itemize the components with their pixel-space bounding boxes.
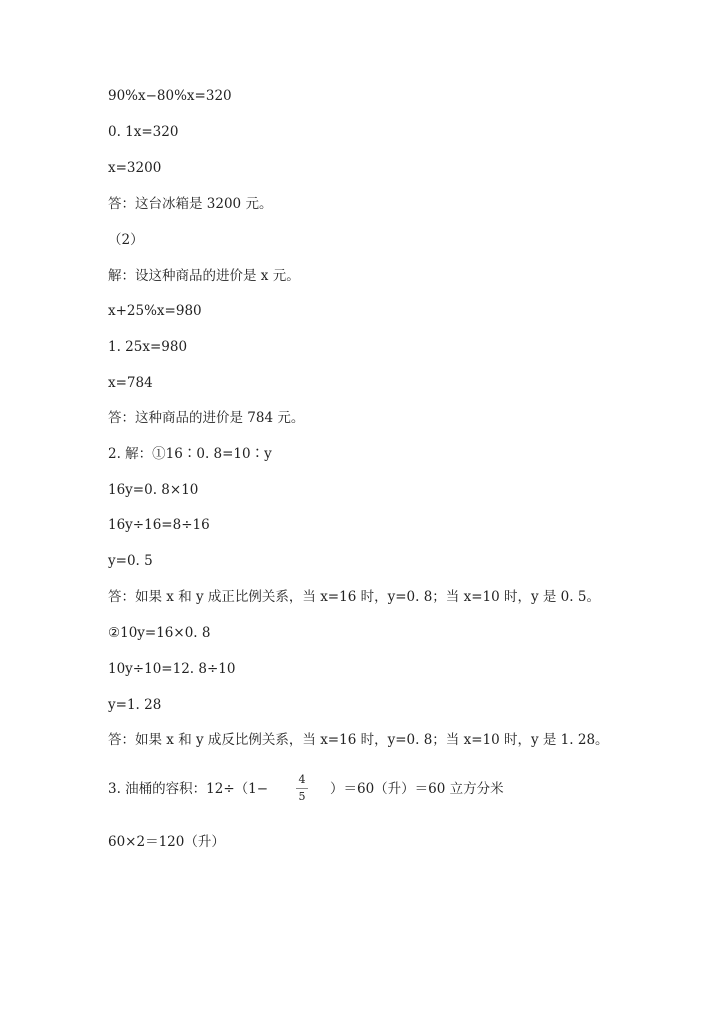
text-line: 0. 1x=320 (108, 124, 179, 140)
fraction-bar (296, 788, 308, 789)
text-line: 1. 25x=980 (108, 339, 188, 355)
text-line: 解：设这种商品的进价是 x 元。 (108, 268, 300, 284)
section-label: （2） (108, 232, 144, 248)
text-line: 90%x−80%x=320 (108, 88, 232, 104)
text-line: 10y÷10=12. 8÷10 (108, 661, 236, 677)
fraction-numerator: 4 (298, 773, 306, 786)
text-line: x=3200 (108, 160, 162, 176)
question-3-suffix: ）＝60（升）＝60 立方分米 (330, 781, 504, 797)
text-line: 16y÷16=8÷16 (108, 517, 210, 533)
text-line: 60×2＝120（升） (108, 834, 225, 850)
answer-line: 答：这种商品的进价是 784 元。 (108, 410, 305, 426)
text-line: y=0. 5 (108, 553, 153, 569)
text-line: ②10y=16×0. 8 (108, 625, 211, 641)
text-line: x+25%x=980 (108, 303, 202, 319)
text-line: x=784 (108, 375, 153, 391)
fraction-denominator: 5 (298, 790, 306, 803)
answer-line: 答：这台冰箱是 3200 元。 (108, 196, 273, 212)
text-line: 16y=0. 8×10 (108, 482, 199, 498)
question-line: 2. 解：①16∶0. 8=10∶y (108, 446, 272, 462)
answer-line: 答：如果 x 和 y 成正比例关系，当 x=16 时，y=0. 8；当 x=10 时，y 是 0. 5。 (108, 589, 600, 605)
fraction (296, 774, 308, 803)
answer-line: 答：如果 x 和 y 成反比例关系，当 x=16 时，y=0. 8；当 x=10 时，y 是 1. 28。 (108, 732, 609, 748)
question-3-prefix: 3. 油桶的容积：12÷（1− (108, 781, 269, 797)
text-line: y=1. 28 (108, 697, 162, 713)
